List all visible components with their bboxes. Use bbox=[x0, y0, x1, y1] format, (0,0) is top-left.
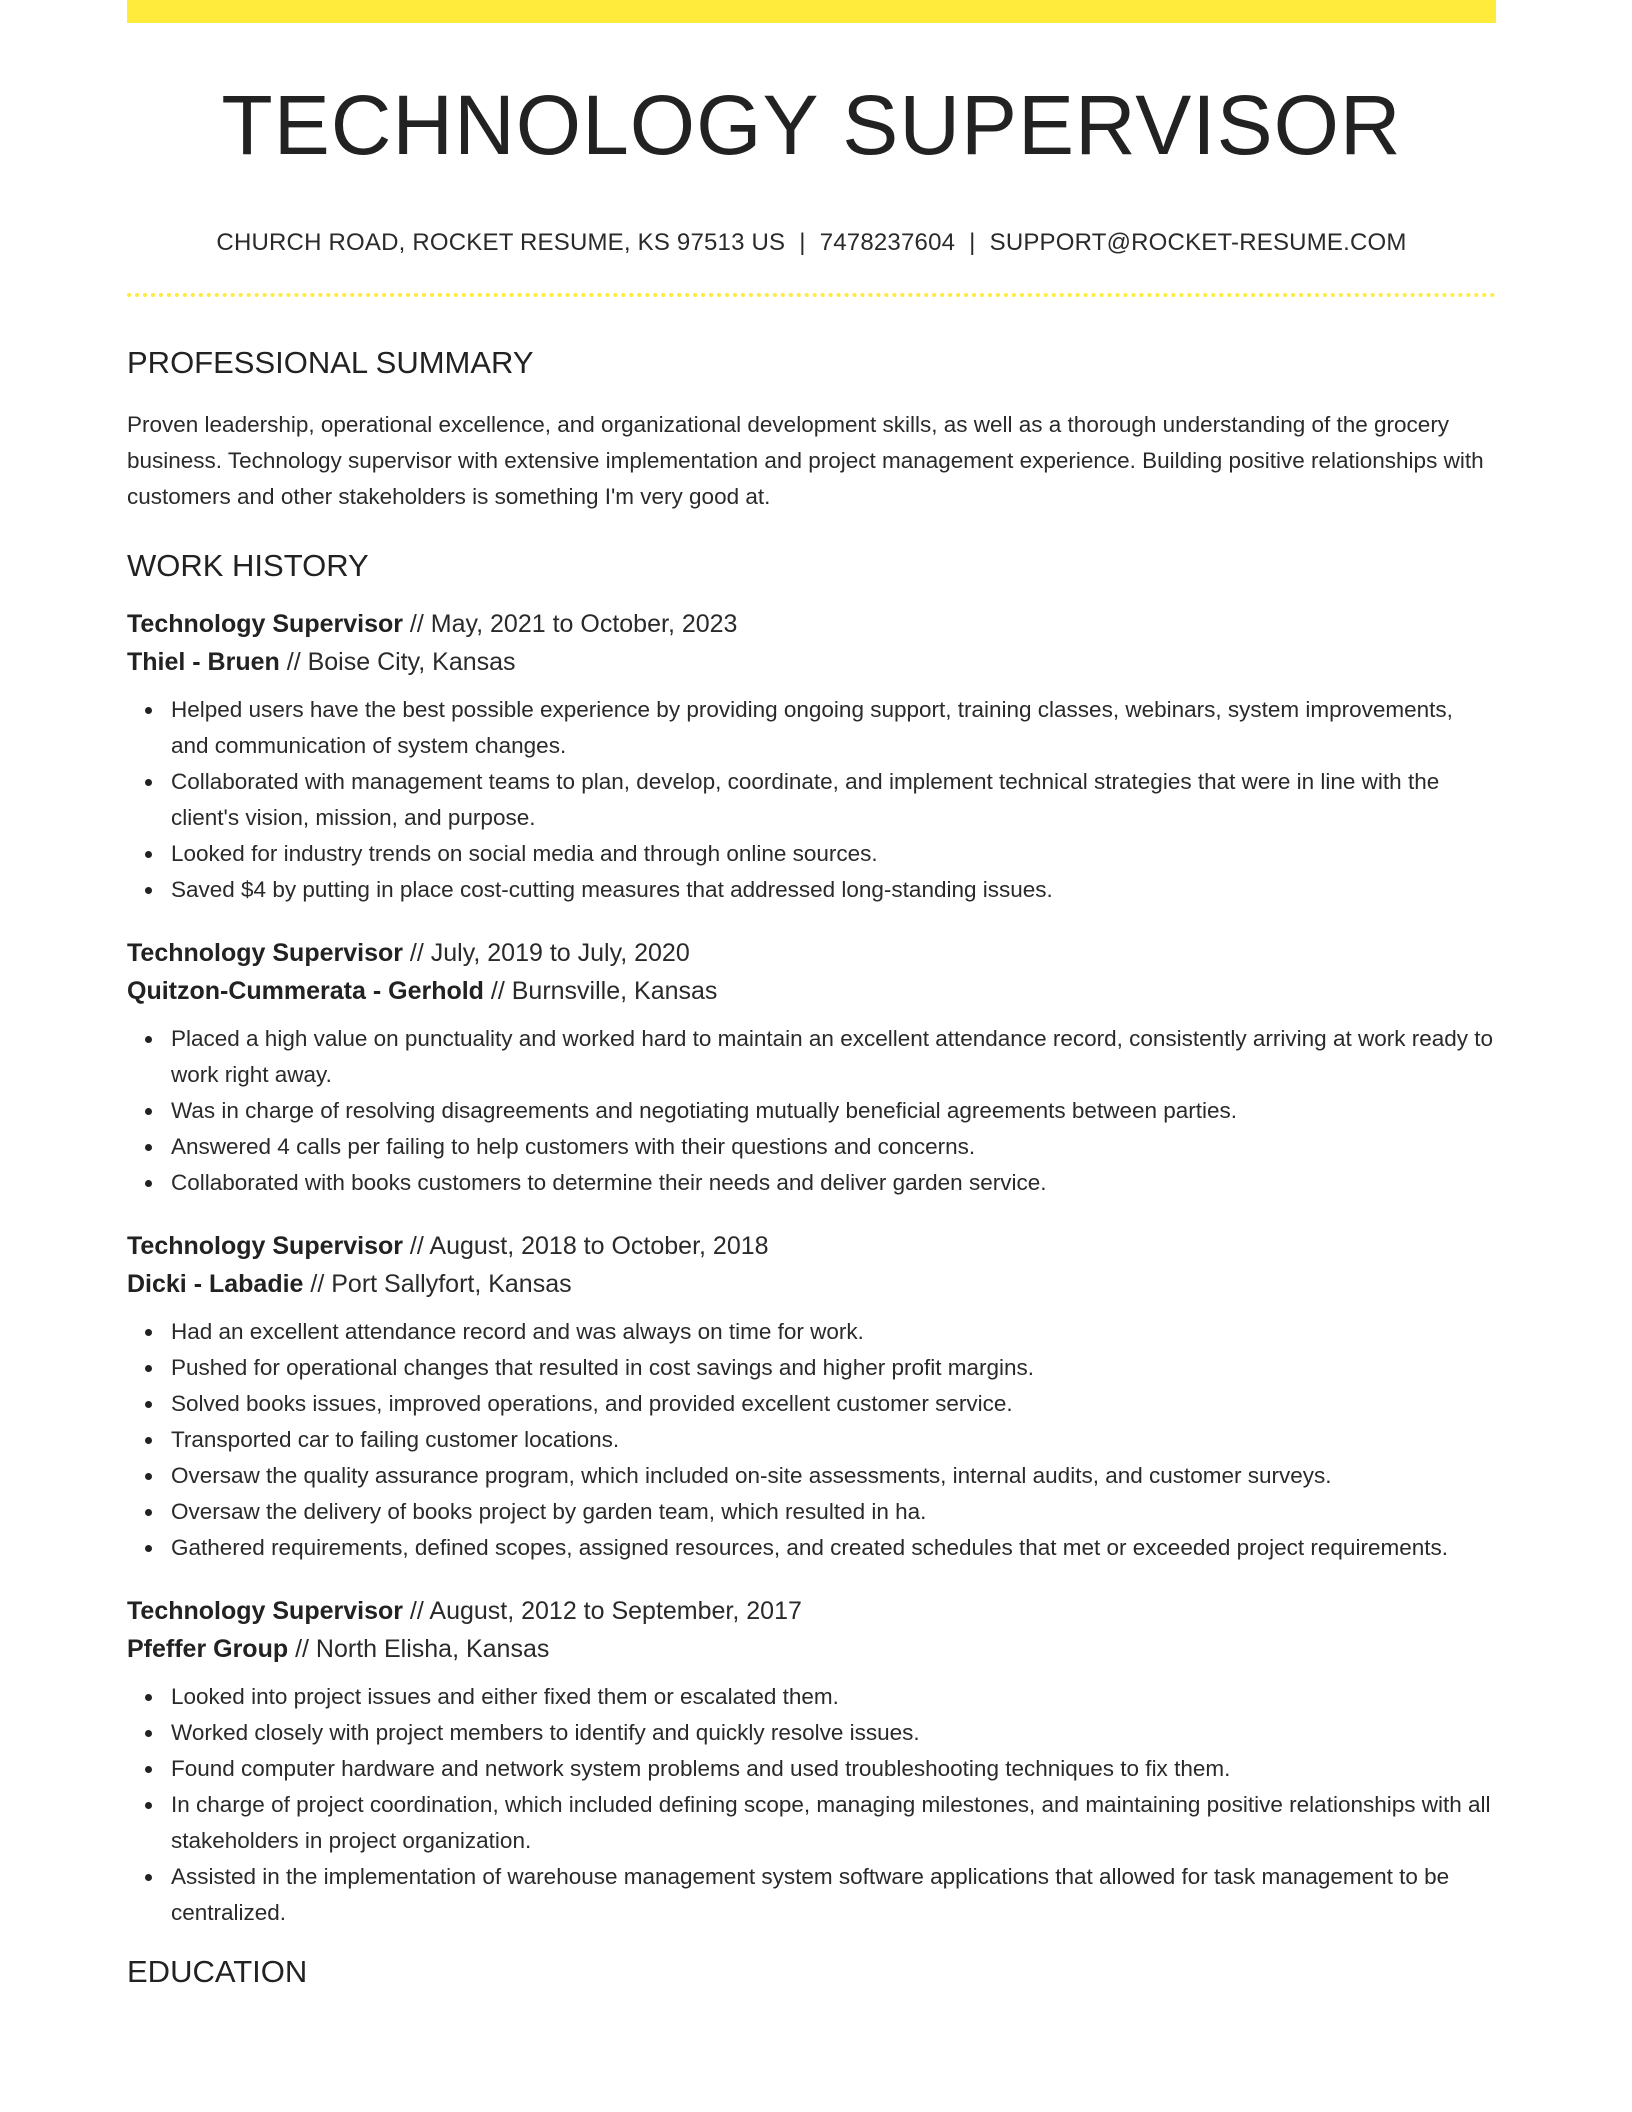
job-dates: // May, 2021 to October, 2023 bbox=[402, 610, 738, 638]
job-location: // Burnsville, Kansas bbox=[483, 977, 718, 1005]
job-title-line bbox=[127, 1227, 1496, 1265]
job-company-line bbox=[127, 643, 1496, 681]
contact-separator: | bbox=[969, 229, 976, 256]
job-role: Technology Supervisor bbox=[127, 610, 403, 638]
job-company-line bbox=[127, 1630, 1496, 1668]
list-item: Oversaw the delivery of books project by garden team, which resulted in ha. bbox=[171, 1494, 1496, 1530]
resume-name: TECHNOLOGY SUPERVISOR bbox=[221, 78, 1402, 172]
accent-top-bar bbox=[127, 0, 1496, 23]
job-company-line bbox=[127, 972, 1496, 1010]
job-company: Pfeffer Group bbox=[127, 1635, 289, 1663]
list-item: Solved books issues, improved operations, and provided excellent customer service. bbox=[171, 1386, 1496, 1422]
job-role: Technology Supervisor bbox=[127, 939, 403, 967]
contact-email: SUPPORT@ROCKET-RESUME.COM bbox=[989, 229, 1407, 256]
list-item: Worked closely with project members to identify and quickly resolve issues. bbox=[171, 1715, 1496, 1751]
list-item: In charge of project coordination, which included defining scope, managing milestones, and maintaining positive relationships with all stakeholders in project organization. bbox=[171, 1787, 1496, 1859]
job-bullet-list bbox=[127, 692, 1496, 908]
summary-text: Proven leadership, operational excellence, and organizational development skills, as well as a thorough understanding of the grocery business. Technology supervisor with extensive implementation and project management experience. Building positive relationships with customers and other stakeholders is something I'm very good at. bbox=[127, 412, 1484, 509]
resume-page bbox=[127, 0, 1496, 1987]
list-item: Helped users have the best possible experience by providing ongoing support, training classes, webinars, system improvements, and communication of system changes. bbox=[171, 692, 1496, 764]
list-item: Had an excellent attendance record and was always on time for work. bbox=[171, 1314, 1496, 1350]
job-bullet-list bbox=[127, 1679, 1496, 1931]
list-item: Placed a high value on punctuality and worked hard to maintain an excellent attendance record, consistently arriving at work ready to work right away. bbox=[171, 1021, 1496, 1093]
list-item: Looked for industry trends on social media and through online sources. bbox=[171, 836, 1496, 872]
job-company: Thiel - Bruen bbox=[127, 648, 280, 676]
job-bullet-list bbox=[127, 1021, 1496, 1201]
job-title-line bbox=[127, 605, 1496, 643]
job-entry bbox=[127, 1592, 1496, 1931]
work-history-list bbox=[127, 605, 1496, 1931]
dotted-divider bbox=[127, 293, 1496, 297]
list-item: Gathered requirements, defined scopes, assigned resources, and created schedules that met or exceeded project requirements. bbox=[171, 1530, 1496, 1566]
job-entry bbox=[127, 605, 1496, 908]
job-dates: // August, 2018 to October, 2018 bbox=[402, 1232, 769, 1260]
job-title-line bbox=[127, 1592, 1496, 1630]
job-entry bbox=[127, 934, 1496, 1201]
contact-address: CHURCH ROAD, ROCKET RESUME, KS 97513 US bbox=[216, 229, 786, 256]
list-item: Collaborated with books customers to determine their needs and deliver garden service. bbox=[171, 1165, 1496, 1201]
summary-heading: PROFESSIONAL SUMMARY bbox=[127, 345, 534, 380]
contact-phone: 7478237604 bbox=[819, 229, 956, 256]
job-company: Dicki - Labadie bbox=[127, 1270, 304, 1298]
list-item: Transported car to failing customer locations. bbox=[171, 1422, 1496, 1458]
contact-separator: | bbox=[799, 229, 806, 256]
list-item: Answered 4 calls per failing to help customers with their questions and concerns. bbox=[171, 1129, 1496, 1165]
education-heading: EDUCATION bbox=[127, 1954, 308, 1989]
list-item: Pushed for operational changes that resulted in cost savings and higher profit margins. bbox=[171, 1350, 1496, 1386]
job-role: Technology Supervisor bbox=[127, 1232, 403, 1260]
job-entry bbox=[127, 1227, 1496, 1566]
job-company: Quitzon-Cummerata - Gerhold bbox=[127, 977, 484, 1005]
job-location: // Boise City, Kansas bbox=[279, 648, 516, 676]
list-item: Oversaw the quality assurance program, which included on-site assessments, internal audits, and customer surveys. bbox=[171, 1458, 1496, 1494]
job-role: Technology Supervisor bbox=[127, 1597, 403, 1625]
list-item: Found computer hardware and network system problems and used troubleshooting techniques to fix them. bbox=[171, 1751, 1496, 1787]
list-item: Collaborated with management teams to plan, develop, coordinate, and implement technical strategies that were in line with the client's vision, mission, and purpose. bbox=[171, 764, 1496, 836]
list-item: Saved $4 by putting in place cost-cutting measures that addressed long-standing issues. bbox=[171, 872, 1496, 908]
job-company-line bbox=[127, 1265, 1496, 1303]
job-dates: // August, 2012 to September, 2017 bbox=[402, 1597, 802, 1625]
job-title-line bbox=[127, 934, 1496, 972]
job-location: // North Elisha, Kansas bbox=[288, 1635, 550, 1663]
contact-line bbox=[127, 229, 1496, 257]
job-dates: // July, 2019 to July, 2020 bbox=[402, 939, 690, 967]
job-bullet-list bbox=[127, 1314, 1496, 1566]
work-history-heading: WORK HISTORY bbox=[127, 548, 369, 583]
list-item: Was in charge of resolving disagreements and negotiating mutually beneficial agreements between parties. bbox=[171, 1093, 1496, 1129]
list-item: Assisted in the implementation of warehouse management system software applications that allowed for task management to be centralized. bbox=[171, 1859, 1496, 1931]
list-item: Looked into project issues and either fixed them or escalated them. bbox=[171, 1679, 1496, 1715]
job-location: // Port Sallyfort, Kansas bbox=[303, 1270, 572, 1298]
